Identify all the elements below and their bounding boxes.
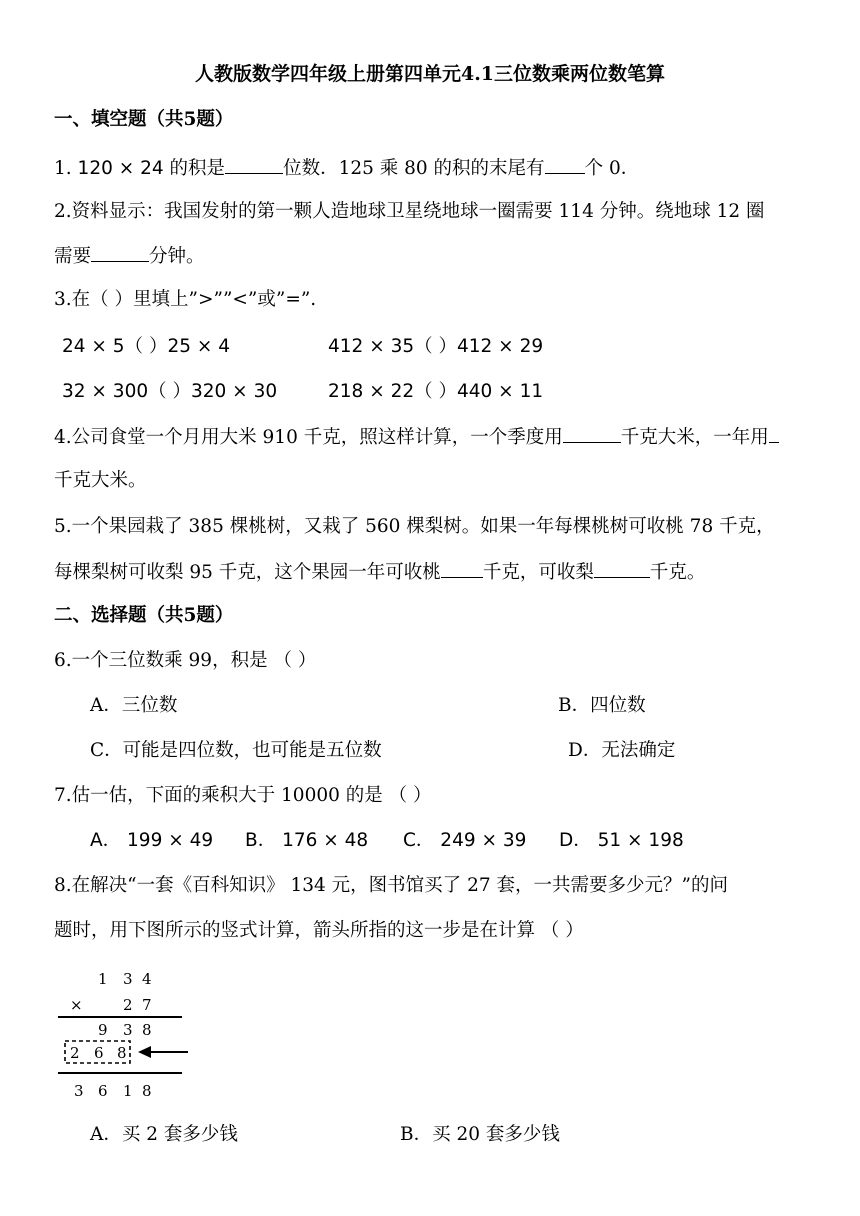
fig-row5-digit-3: 1 — [123, 1082, 133, 1100]
q1-number: 1. — [54, 158, 78, 179]
fig-multiply-sign: × — [70, 996, 83, 1014]
question-5-line-2 — [54, 559, 705, 586]
q1-expression: 120 × 24 — [77, 158, 164, 179]
q5-blank-2[interactable] — [594, 559, 650, 578]
q1-blank-2[interactable] — [545, 155, 585, 174]
q5-text-a: 每棵梨树可收梨 95 千克，这个果园一年可收桃 — [54, 562, 441, 583]
q2-text-b: 分钟。 — [149, 246, 205, 267]
q1-text-a: 的积是 — [163, 158, 226, 179]
question-7-stem: 7.估一估，下面的乘积大于 10000 的是 （ ） — [54, 785, 432, 806]
question-4-line-2: 千克大米。 — [54, 470, 147, 491]
q2-blank[interactable] — [91, 243, 149, 262]
fig-row2-digit-1: 2 — [123, 996, 133, 1014]
q6-option-a[interactable]: A．三位数 — [90, 695, 178, 716]
question-8-line-1: 8.在解决“一套《百科知识》 134 元，图书馆买了 27 套，一共需要多少元？”的问 — [54, 875, 728, 896]
q4-blank-2[interactable] — [769, 424, 779, 443]
q6-option-b[interactable]: B．四位数 — [558, 695, 646, 716]
fig-row5-digit-1: 3 — [74, 1082, 84, 1100]
q6-option-c[interactable]: C．可能是四位数，也可能是五位数 — [90, 740, 382, 761]
q8-option-a[interactable]: A．买 2 套多少钱 — [90, 1124, 238, 1145]
q7-option-a[interactable]: A． 199 × 49 — [90, 830, 214, 851]
fig-row1-digit-2: 3 — [123, 970, 133, 988]
question-2-line-1: 2.资料显示：我国发射的第一颗人造地球卫星绕地球一圈需要 114 分钟。绕地球 12 圈 — [54, 201, 765, 222]
fig-row4-digit-1: 2 — [70, 1044, 80, 1062]
q4-blank-1[interactable] — [563, 424, 621, 443]
fig-arrow-head — [138, 1046, 151, 1058]
q4-text-a: 4.公司食堂一个月用大米 910 千克，照这样计算，一个季度用 — [54, 427, 563, 448]
q1-text-c: 个 0． — [584, 158, 640, 179]
q3-compare-2: 412 × 35（ ）412 × 29 — [328, 336, 544, 357]
q3-compare-3: 32 × 300（ ）320 × 30 — [62, 381, 278, 402]
q5-text-c: 千克。 — [649, 562, 706, 583]
fig-row5-digit-2: 6 — [98, 1082, 108, 1100]
q5-text-b: 千克，可收梨 — [482, 562, 594, 583]
question-2-line-2 — [54, 243, 205, 270]
fig-row3-digit-2: 3 — [123, 1021, 133, 1039]
vertical-multiplication-figure — [54, 963, 194, 1103]
question-8-line-2: 题时，用下图所示的竖式计算，箭头所指的这一步是在计算 （ ） — [54, 920, 584, 941]
question-4-line-1 — [54, 424, 779, 451]
q6-option-d[interactable]: D．无法确定 — [568, 740, 676, 761]
fig-row1-digit-1: 1 — [98, 970, 108, 988]
q7-option-d[interactable]: D． 51 × 198 — [559, 830, 684, 851]
q3-compare-4: 218 × 22（ ）440 × 11 — [328, 381, 544, 402]
q1-blank-1[interactable] — [225, 155, 283, 174]
q5-blank-1[interactable] — [441, 559, 483, 578]
section-fill-in-title: 一、填空题（共5题） — [54, 109, 234, 130]
question-1 — [54, 155, 639, 182]
question-6-stem: 6.一个三位数乘 99，积是 （ ） — [54, 650, 317, 671]
fig-row2-digit-2: 7 — [142, 996, 152, 1014]
fig-row5-digit-4: 8 — [142, 1082, 152, 1100]
question-3-stem: 3.在（ ）里填上”>””<”或”=”. — [54, 289, 317, 310]
q8-option-b[interactable]: B．买 20 套多少钱 — [400, 1124, 560, 1145]
section-choice-title: 二、选择题（共5题） — [54, 605, 234, 626]
q4-text-b: 千克大米，一年用 — [620, 427, 769, 448]
q3-compare-1: 24 × 5（ ）25 × 4 — [62, 336, 231, 357]
fig-row3-digit-1: 9 — [98, 1021, 108, 1039]
fig-row4-digit-3: 8 — [117, 1044, 127, 1062]
q2-text-a: 需要 — [54, 246, 92, 267]
q7-option-c[interactable]: C． 249 × 39 — [403, 830, 527, 851]
question-5-line-1: 5.一个果园栽了 385 棵桃树，又栽了 560 棵梨树。如果一年每棵桃树可收桃 78 千克， — [54, 516, 775, 537]
fig-row4-digit-2: 6 — [94, 1044, 104, 1062]
fig-row1-digit-3: 4 — [142, 970, 152, 988]
q1-text-b: 位数．125 乘 80 的积的末尾有 — [283, 158, 545, 179]
page-title: 人教版数学四年级上册第四单元4.1三位数乘两位数笔算 — [194, 63, 666, 85]
q7-option-b[interactable]: B． 176 × 48 — [245, 830, 369, 851]
fig-row3-digit-3: 8 — [142, 1021, 152, 1039]
